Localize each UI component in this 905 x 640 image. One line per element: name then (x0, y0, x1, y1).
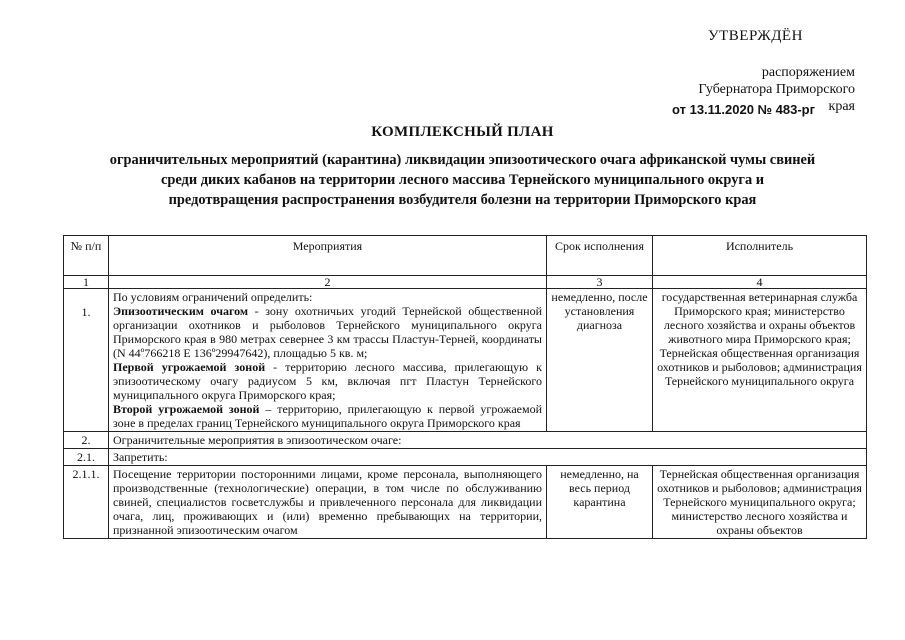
table-row (64, 432, 867, 449)
row-term: немедленно, после установления диагноза (547, 289, 653, 432)
header-num: № п/п (64, 236, 109, 276)
column-number-row (64, 276, 867, 289)
document-subtitle-3: предотвращения распространения возбудителя болезни на территории Приморского края (168, 192, 757, 208)
focus-text: - зону охотничьих угодий Тернейской общественной организации охотников и рыболовов Тернейского муниципального округа Приморского края в 980 метрах севернее 3 км трассы Пластун-Терней, координаты (N 44º766218 E 136º29947642), площадью 5 кв. м; (113, 304, 543, 360)
row-measures (109, 289, 547, 432)
row-measures: Посещение территории посторонними лицами, кроме персонала, выполняющего производственные (технологические) операции, в том числе по обслуживанию свиней, специалистов госветслужбы и привлеченного персонала для ликвидации очага, лиц, проживающих и (или) временно пребывающих на территории, признанной эпизоотическим очагом (109, 466, 547, 539)
table-header-row (64, 236, 867, 276)
zone1-text: - территорию лесного массива, прилегающую к эпизоотическому очагу радиусом 5 км, включая пгт Пластун Тернейского муниципального округа Приморского края; (113, 360, 542, 402)
row-number: 2.1. (64, 449, 109, 466)
row-executor: государственная ветеринарная служба Приморского края; министерство лесного хозяйства и охраны объектов животного мира Приморского края; Тернейская общественная организация охотников и рыболовов; администрация Тернейского муниципального округа (653, 289, 867, 432)
column-number: 4 (653, 276, 867, 289)
approved-title: УТВЕРЖДЁН (708, 28, 803, 44)
approved-line-1: распоряжением (761, 65, 855, 80)
plan-table (63, 235, 867, 539)
header-measures: Мероприятия (109, 236, 547, 276)
document-heading (60, 124, 865, 210)
table-row (64, 449, 867, 466)
header-term: Срок исполнения (547, 236, 653, 276)
table-row (64, 466, 867, 539)
header-executor: Исполнитель (653, 236, 867, 276)
zone2-label: Второй угрожаемой зоной (113, 402, 260, 416)
document-title: КОМПЛЕКСНЫЙ ПЛАН (371, 124, 554, 140)
row-number: 2. (64, 432, 109, 449)
table-row (64, 289, 867, 432)
column-number: 3 (547, 276, 653, 289)
column-number: 1 (64, 276, 109, 289)
approval-block (0, 0, 905, 130)
document-subtitle-1: ограничительных мероприятий (карантина) ликвидации эпизоотического очага африканской чумы свиней (109, 152, 816, 168)
row-executor: Тернейская общественная организация охотников и рыболовов; администрация Тернейского муниципального округа; министерство лесного хозяйства и охраны объектов (653, 466, 867, 539)
approved-line-2: Губернатора Приморского края (698, 82, 855, 114)
column-number: 2 (109, 276, 547, 289)
zone2-text: – территорию, прилегающую к первой угрожаемой зоне в пределах границ Тернейского муниципального округа Приморского края (113, 402, 542, 430)
row-term: немедленно, на весь период карантина (547, 466, 653, 539)
row-intro: По условиям ограничений определить: (113, 290, 313, 304)
row-subsection-title: Запретить: (109, 449, 867, 466)
approval-date: от 13.11.2020 № 483-рг (672, 102, 816, 117)
row-number: 2.1.1. (64, 466, 109, 539)
document-subtitle-2: среди диких кабанов на территории лесного массива Тернейского муниципального округа и (160, 172, 765, 188)
focus-label: Эпизоотическим очагом (113, 304, 249, 318)
row-number: 1. (64, 289, 109, 432)
row-section-title: Ограничительные мероприятия в эпизоотическом очаге: (109, 432, 867, 449)
zone1-label: Первой угрожаемой зоной (113, 360, 266, 374)
